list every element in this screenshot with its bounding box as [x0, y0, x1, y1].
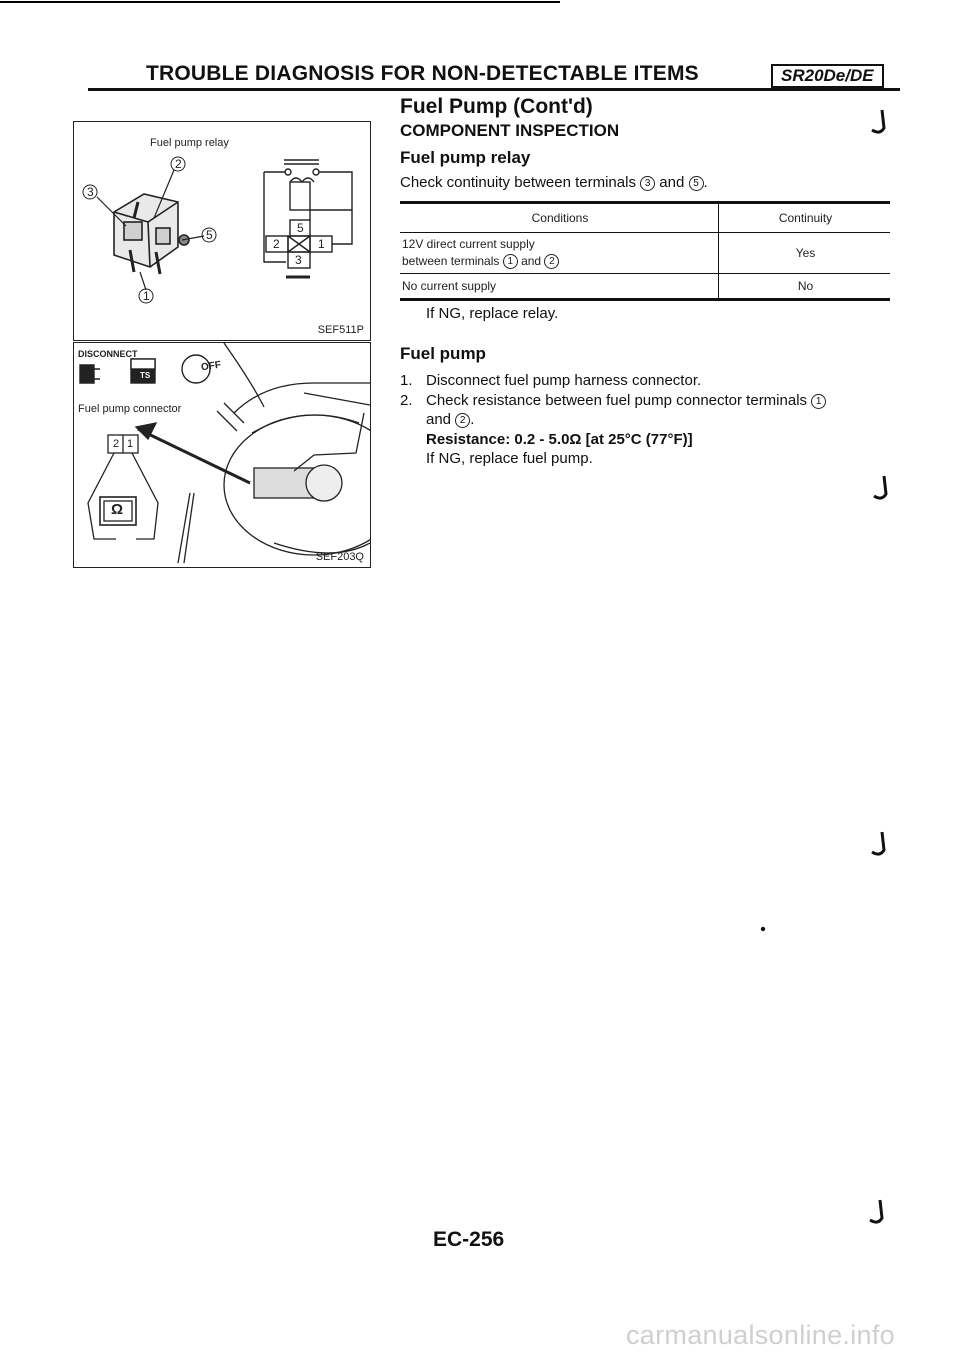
row1-condition	[400, 233, 719, 274]
step2-number: 2.	[400, 392, 413, 409]
pump-heading: Fuel pump	[400, 344, 486, 363]
terminal-3-badge: 3	[640, 176, 655, 191]
row1-prefix: between terminals	[402, 254, 500, 268]
connector-pin-2: 2	[113, 438, 120, 450]
relay-terminal-3-callout: 3	[87, 185, 94, 199]
relay-continuity-table	[400, 201, 890, 301]
terminal-5-badge: 5	[689, 176, 704, 191]
pump-figure-code: SEF203Q	[315, 551, 364, 563]
relay-terminal-5-callout: 5	[206, 228, 213, 242]
list-item	[400, 372, 701, 389]
table-header-conditions: Conditions	[400, 203, 719, 233]
schematic-pin-1: 1	[318, 237, 325, 251]
ohmmeter-symbol: Ω	[111, 501, 124, 518]
row1-condition-line2	[402, 253, 718, 270]
key-off-label: OFF	[200, 359, 222, 374]
relay-figure-code: SEF511P	[317, 324, 364, 336]
step2-and: and	[426, 411, 452, 428]
header-rule	[88, 88, 900, 91]
speck-icon	[760, 925, 766, 933]
schematic-pin-3: 3	[295, 253, 302, 267]
section-subtitle: COMPONENT INSPECTION	[400, 121, 620, 140]
header-title: TROUBLE DIAGNOSIS FOR NON-DETECTABLE ITEMS	[146, 62, 699, 85]
schematic-pin-2: 2	[273, 237, 280, 251]
table-header-continuity: Continuity	[778, 211, 833, 225]
table-row	[400, 274, 890, 300]
step2-continuation	[426, 411, 474, 428]
relay-ng-text: If NG, replace relay.	[426, 305, 559, 322]
relay-check-text	[400, 174, 708, 191]
relay-terminal-2-callout: 2	[175, 157, 182, 171]
top-rule	[0, 1, 560, 3]
step2-text: Check resistance between fuel pump connector terminals	[426, 392, 808, 409]
relay-check-label: Check continuity between terminals	[400, 174, 636, 191]
page-number: EC-256	[433, 1228, 505, 1251]
relay-illustration	[74, 122, 370, 340]
resistance-spec: Resistance: 0.2 - 5.0Ω [at 25°C (77°F)]	[426, 431, 693, 448]
relay-heading: Fuel pump relay	[400, 148, 531, 167]
row1-result: Yes	[795, 246, 816, 260]
row1-and: and	[521, 254, 542, 268]
row2-condition: No current supply	[400, 274, 719, 300]
schematic-pin-5: 5	[297, 221, 304, 235]
pump-connector-illustration	[74, 343, 370, 567]
relay-figure-label: Fuel pump relay	[150, 137, 229, 149]
row1-terminal-2: 2	[544, 254, 559, 269]
relay-figure	[73, 121, 371, 341]
ts-label: TS	[140, 371, 151, 380]
row2-result: No	[797, 279, 814, 293]
connector-pin-1: 1	[127, 438, 134, 450]
pump-connector-label: Fuel pump connector	[78, 403, 182, 415]
section-title: Fuel Pump (Cont'd)	[400, 95, 593, 118]
relay-terminal-1-callout: 1	[143, 289, 150, 303]
disconnect-label: DISCONNECT	[78, 349, 138, 359]
check-mark-icon	[866, 1198, 886, 1226]
step2-terminal-1: 1	[811, 394, 826, 409]
pump-connector-figure	[73, 342, 371, 568]
check-mark-icon	[868, 830, 888, 858]
step1-number: 1.	[400, 372, 413, 389]
row1-terminal-1: 1	[503, 254, 518, 269]
row1-condition-line1: 12V direct current supply	[402, 237, 535, 251]
relay-and: and	[659, 174, 685, 191]
watermark: carmanualsonline.info	[626, 1320, 895, 1350]
table-row	[400, 233, 890, 274]
relay-period: .	[703, 174, 708, 191]
step2-terminal-2: 2	[455, 413, 470, 428]
step2-period: .	[470, 411, 475, 428]
step1-text: Disconnect fuel pump harness connector.	[426, 372, 702, 389]
list-item	[400, 392, 826, 409]
engine-model-badge: SR20De/DE	[771, 64, 884, 88]
check-mark-icon	[870, 474, 890, 502]
check-mark-icon	[868, 108, 888, 136]
page-header	[88, 52, 900, 92]
pump-ng-text: If NG, replace fuel pump.	[426, 450, 593, 467]
